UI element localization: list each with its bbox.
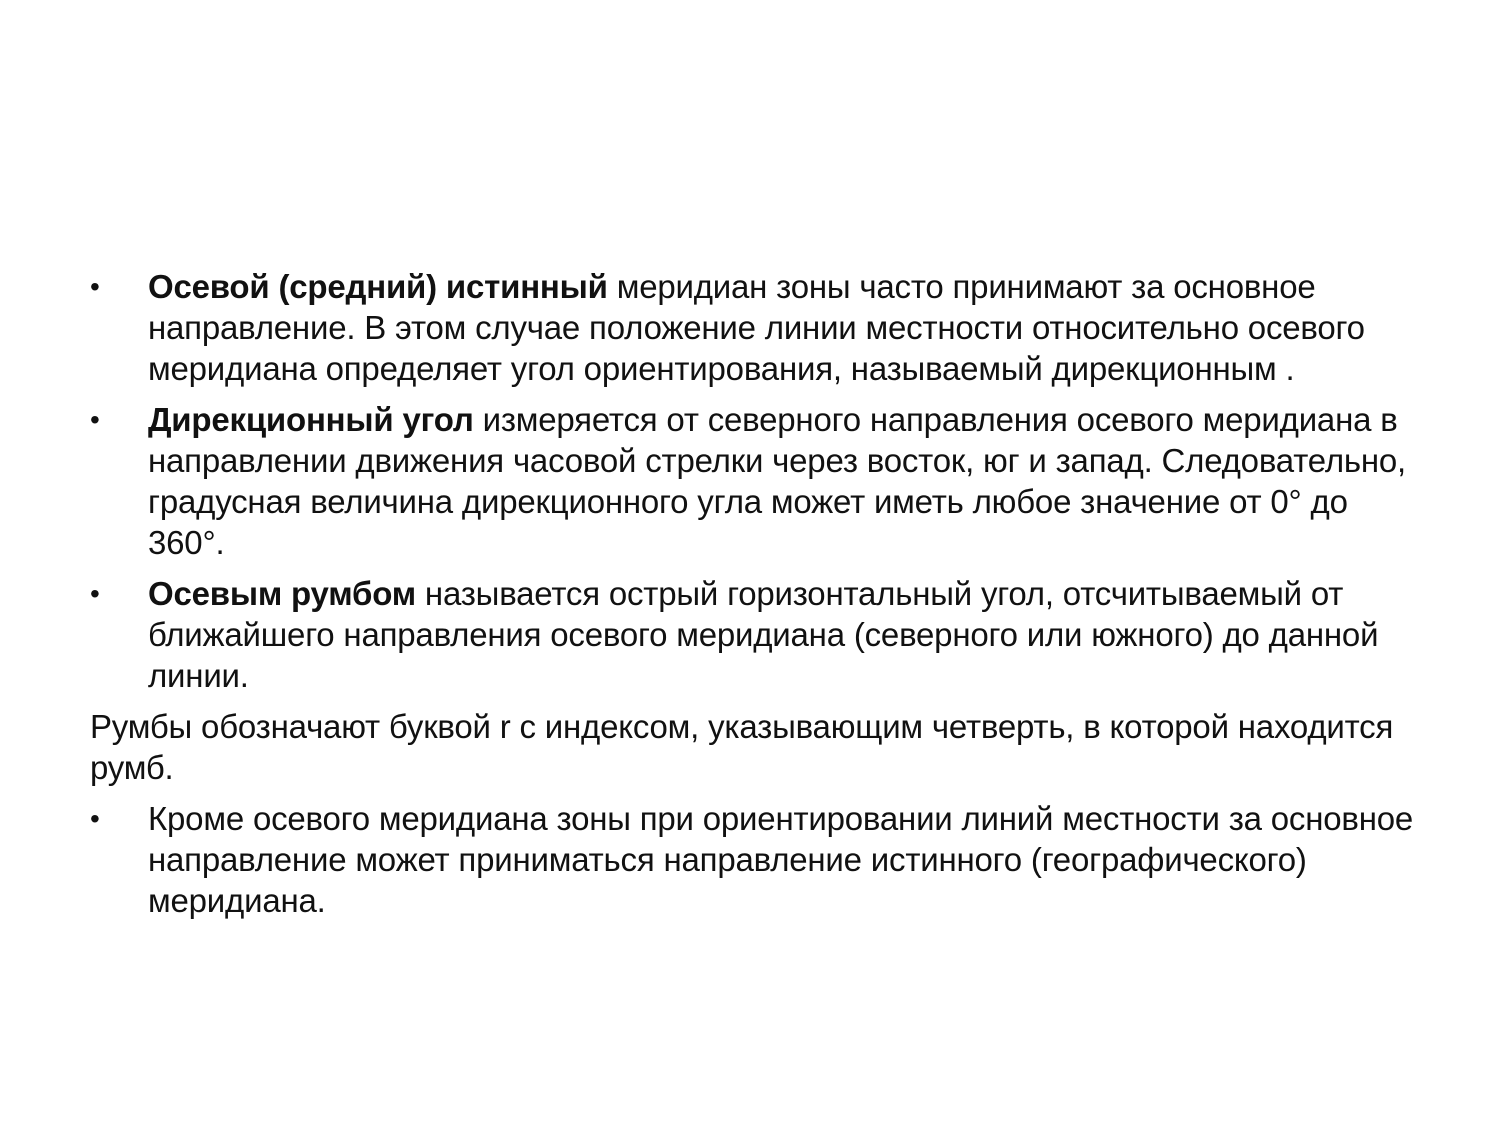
item-text: Кроме осевого меридиана зоны при ориентировании линий местности за основное направление может приниматься направление истинного (географического) меридиана. [148,800,1414,919]
term-axial-rhumb: Осевым румбом [148,575,416,612]
item-text: называется острый горизонтальный угол, отсчитываемый от ближайшего направления осевого меридиана (северного или южного) до данной линии. [148,575,1379,694]
bullet-item-true-meridian [90,798,1420,921]
item-text: измеряется от северного направления осевого меридиана в направлении движения часовой стрелки через восток, юг и запад. Следовательно, градусная величина дирекционного угла может иметь любое значение от 0° до 360°. [148,401,1407,561]
bullet-icon: • [90,803,100,834]
item-text: меридиан зоны часто принимают за основное направление. В этом случае положение линии местности относительно осевого меридиана определяет угол ориентирования, называемый дирекционным . [148,268,1365,387]
term-axial-meridian: Осевой (средний) истинный [148,268,608,305]
term-directional-angle: Дирекционный угол [148,401,474,438]
bullet-item-axial-meridian [90,266,1420,389]
bullet-icon: • [90,578,100,609]
bullet-item-directional-angle [90,399,1420,563]
bullet-icon: • [90,271,100,302]
paragraph-rhumb-notation: Румбы обозначают буквой r с индексом, указывающим четверть, в которой находится румб. [90,708,1394,786]
bullet-icon: • [90,404,100,435]
bullet-item-axial-rhumb [90,573,1420,696]
slide-body [90,266,1420,931]
